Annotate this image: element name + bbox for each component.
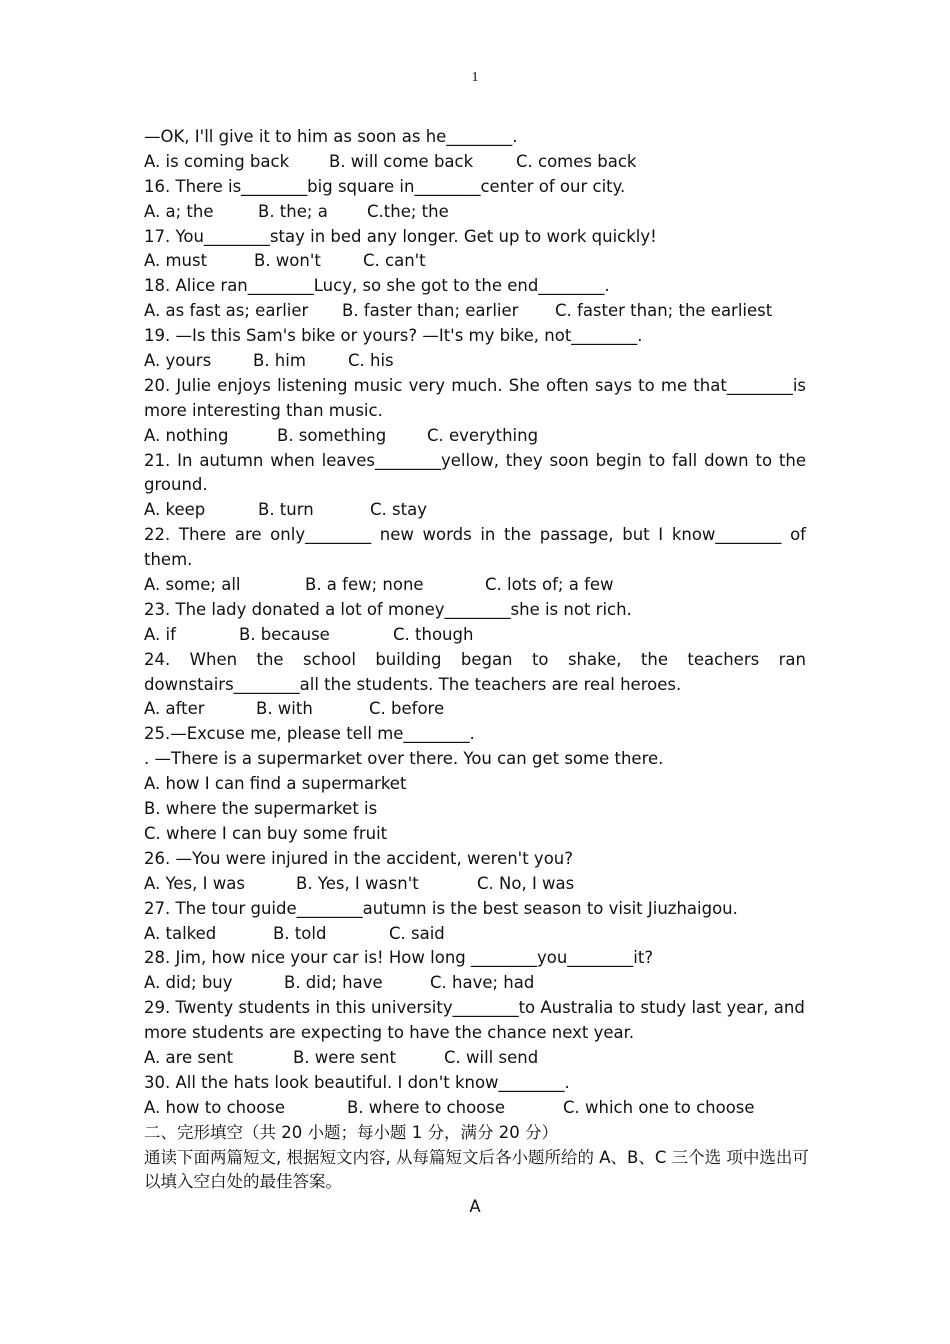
- question-line: more interesting than music.: [144, 400, 383, 420]
- option-a: A. as fast as; earlier: [144, 301, 309, 321]
- option-line: B. where the supermarket is: [144, 799, 378, 819]
- question-line: 28. Jim, how nice your car is! How long ________you________it?: [144, 948, 654, 968]
- question-line: downstairs________all the students. The teachers are real heroes.: [144, 674, 682, 694]
- section-instructions: 以填入空白处的最佳答案。: [144, 1172, 342, 1192]
- question-line: . —There is a supermarket over there. You can get some there.: [144, 749, 664, 769]
- answer-options: [144, 299, 806, 324]
- question-line: 20. Julie enjoys listening music very much. She often says to me that________is: [144, 375, 806, 395]
- option-b: B. did; have: [284, 973, 383, 993]
- option-a: A. is coming back: [144, 151, 290, 171]
- answer-options: [144, 1046, 806, 1071]
- answer-options: [144, 573, 806, 598]
- answer-options: [144, 249, 806, 274]
- option-b: B. a few; none: [305, 575, 424, 595]
- option-b: B. will come back: [329, 151, 474, 171]
- question-line: 24. When the school building began to shake, the teachers ran: [144, 649, 806, 669]
- option-b: B. the; a: [258, 201, 328, 221]
- question-line: 17. You________stay in bed any longer. Get up to work quickly!: [144, 226, 657, 246]
- question-line: 23. The lady donated a lot of money________she is not rich.: [144, 599, 632, 619]
- option-b: B. were sent: [293, 1047, 396, 1067]
- answer-options: [144, 872, 806, 897]
- option-line: A. how I can find a supermarket: [144, 774, 407, 794]
- option-c: C. before: [369, 699, 445, 719]
- option-a: A. Yes, I was: [144, 873, 245, 893]
- option-a: A. must: [144, 251, 208, 271]
- option-c: C. No, I was: [477, 873, 575, 893]
- question-line: —OK, I'll give it to him as soon as he________.: [144, 127, 518, 146]
- answer-options: [144, 922, 806, 947]
- answer-options: [144, 150, 806, 175]
- question-line: 18. Alice ran________Lucy, so she got to the end________.: [144, 276, 610, 296]
- option-c: C. can't: [363, 251, 426, 271]
- document-body: [144, 125, 809, 1220]
- option-a: A. some; all: [144, 575, 241, 595]
- option-a: A. did; buy: [144, 973, 233, 993]
- option-a: A. are sent: [144, 1047, 234, 1067]
- answer-options: [144, 971, 806, 996]
- answer-options: [144, 1096, 806, 1121]
- option-b: B. where to choose: [347, 1097, 506, 1117]
- option-a: A. yours: [144, 351, 212, 371]
- option-b: B. him: [253, 351, 306, 371]
- question-line: 25.—Excuse me, please tell me________.: [144, 724, 475, 744]
- option-b: B. something: [277, 425, 387, 445]
- section-heading: 二、完形填空（共 20 小题；每小题 1 分，满分 20 分）: [144, 1122, 558, 1142]
- option-a: A. how to choose: [144, 1097, 286, 1117]
- question-line: them.: [144, 550, 193, 570]
- answer-options: [144, 349, 806, 374]
- answer-options: [144, 623, 806, 648]
- option-b: B. Yes, I wasn't: [296, 873, 419, 893]
- option-b: B. with: [256, 699, 313, 719]
- question-line: 21. In autumn when leaves________yellow, they soon begin to fall down to the: [144, 450, 806, 470]
- option-c: C. have; had: [430, 973, 535, 993]
- option-a: A. keep: [144, 500, 206, 520]
- option-c: C. faster than; the earliest: [555, 301, 773, 321]
- option-b: B. faster than; earlier: [342, 301, 519, 321]
- option-c: C. everything: [427, 425, 539, 445]
- question-line: 30. All the hats look beautiful. I don't know________.: [144, 1072, 570, 1092]
- option-a: A. a; the: [144, 201, 214, 221]
- question-line: 16. There is________big square in________center of our city.: [144, 176, 626, 196]
- page-number: 1: [471, 70, 479, 85]
- question-line: 29. Twenty students in this university________to Australia to study last year, and: [144, 998, 805, 1018]
- passage-label: A: [469, 1197, 481, 1217]
- question-line: 26. —You were injured in the accident, weren't you?: [144, 848, 573, 868]
- option-c: C. said: [389, 923, 445, 943]
- option-b: B. told: [273, 923, 327, 943]
- option-c: C. which one to choose: [563, 1097, 755, 1117]
- option-b: B. won't: [254, 251, 321, 271]
- question-line: more students are expecting to have the chance next year.: [144, 1023, 635, 1043]
- question-line: 22. There are only________ new words in the passage, but I know________ of: [144, 525, 806, 545]
- option-c: C. his: [348, 351, 394, 371]
- answer-options: [144, 200, 806, 225]
- answer-options: [144, 424, 806, 449]
- option-a: A. after: [144, 699, 205, 719]
- option-c: C. though: [393, 624, 474, 644]
- section-instructions: 通读下面两篇短文, 根据短文内容, 从每篇短文后各小题所给的 A、B、C 三个选 项中选出可: [144, 1147, 809, 1167]
- option-a: A. talked: [144, 923, 217, 943]
- option-c: C. lots of; a few: [485, 575, 614, 595]
- option-c: C. stay: [370, 500, 427, 520]
- option-a: A. nothing: [144, 425, 229, 445]
- option-c: C.the; the: [367, 201, 449, 221]
- answer-options: [144, 498, 806, 523]
- answer-options: [144, 697, 806, 722]
- option-b: B. because: [239, 624, 330, 644]
- question-line: 19. —Is this Sam's bike or yours? —It's my bike, not________.: [144, 326, 643, 346]
- option-line: C. where I can buy some fruit: [144, 823, 388, 843]
- question-line: 27. The tour guide________autumn is the best season to visit Jiuzhaigou.: [144, 898, 738, 918]
- question-line: ground.: [144, 475, 208, 495]
- option-c: C. will send: [444, 1047, 539, 1067]
- option-c: C. comes back: [516, 151, 637, 171]
- option-a: A. if: [144, 624, 176, 644]
- option-b: B. turn: [258, 500, 314, 520]
